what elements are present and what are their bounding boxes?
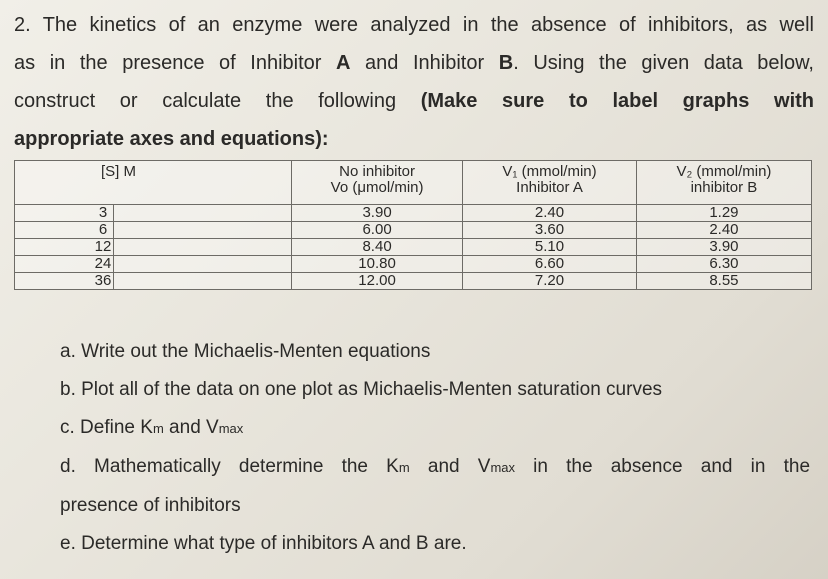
table-row — [15, 273, 812, 290]
v0-cell: 6.00 — [292, 222, 463, 239]
q3-bold-note: (Make sure to label graphs with — [420, 90, 814, 112]
q2-text-e: . Using the given data below, — [513, 52, 814, 74]
v2-cell: 2.40 — [636, 222, 811, 239]
v1-cell: 7.20 — [463, 273, 637, 290]
header-inhibitor-b — [636, 161, 811, 205]
c-pre: c. Define K — [60, 417, 153, 438]
subquestion-a: a. Write out the Michaelis-Menten equations — [60, 341, 431, 362]
c-vmax-sub: max — [218, 421, 244, 436]
v1-cell: 3.60 — [463, 222, 637, 239]
header-inhibitor-a — [463, 161, 637, 205]
question-line-2 — [14, 44, 814, 82]
subquestion-d-cont: presence of inhibitors — [60, 495, 241, 516]
table-row — [15, 256, 812, 273]
v0-cell: 8.40 — [292, 239, 463, 256]
substrate-cell: 12 — [93, 239, 114, 255]
substrate-cell: 36 — [93, 273, 114, 289]
q2-text-a: as in the presence of Inhibitor — [14, 52, 337, 74]
c-km-sub: m — [152, 421, 164, 436]
header-v1-line2: Inhibitor A — [516, 179, 583, 196]
v1-cell: 6.60 — [463, 256, 637, 273]
header-v0-line1: No inhibitor — [339, 163, 416, 180]
v2-cell: 1.29 — [636, 205, 811, 222]
subquestion-c — [60, 409, 810, 448]
question-line-3 — [14, 82, 814, 120]
v2-cell: 6.30 — [636, 256, 811, 273]
q4-bold: appropriate axes and equations): — [14, 128, 329, 150]
d-mid: and V — [409, 456, 491, 477]
d-pre: d. Mathematically determine the K — [60, 456, 399, 477]
substrate-cell: 24 — [93, 256, 114, 272]
header-no-inhibitor — [292, 161, 463, 205]
d-km-sub: m — [398, 460, 410, 475]
table-row — [15, 205, 812, 222]
v2-cell: 3.90 — [636, 239, 811, 256]
table-header-row — [15, 161, 812, 205]
table-row — [15, 239, 812, 256]
question-intro — [14, 6, 814, 158]
d-post: in the absence and in the — [515, 456, 811, 477]
c-mid: and V — [163, 417, 219, 438]
d-vmax-sub: max — [490, 460, 515, 475]
v0-cell: 12.00 — [292, 273, 463, 290]
table-row — [15, 222, 812, 239]
header-v2-line2: inhibitor B — [690, 179, 758, 196]
subquestion-d — [60, 448, 810, 487]
question-line-1: 2. The kinetics of an enzyme were analyzed in the absence of inhibitors, as well — [14, 14, 814, 36]
kinetics-data-table — [14, 160, 812, 290]
v0-cell: 10.80 — [292, 256, 463, 273]
v1-cell: 5.10 — [463, 239, 637, 256]
header-v2-line1: V₂ (mmol/min) — [676, 163, 772, 180]
subquestion-e: e. Determine what type of inhibitors A and B are. — [60, 533, 467, 554]
q2-text-c: and Inhibitor — [350, 52, 499, 74]
inhibitor-b-label: B — [498, 52, 514, 74]
header-v0-line2: Vo (μmol/min) — [330, 179, 424, 196]
header-substrate: [S] M — [15, 161, 292, 205]
inhibitor-a-label: A — [336, 52, 351, 74]
substrate-cell: 6 — [93, 222, 114, 238]
v0-cell: 3.90 — [292, 205, 463, 222]
q3-text-a: construct or calculate the following — [14, 90, 421, 112]
v1-cell: 2.40 — [463, 205, 637, 222]
header-v1-line1: V₁ (mmol/min) — [502, 163, 597, 180]
substrate-cell: 3 — [93, 205, 114, 221]
subquestion-b: b. Plot all of the data on one plot as Michaelis-Menten saturation curves — [60, 379, 663, 400]
v2-cell: 8.55 — [636, 273, 811, 290]
subquestions — [60, 333, 810, 563]
question-line-4 — [14, 120, 814, 158]
